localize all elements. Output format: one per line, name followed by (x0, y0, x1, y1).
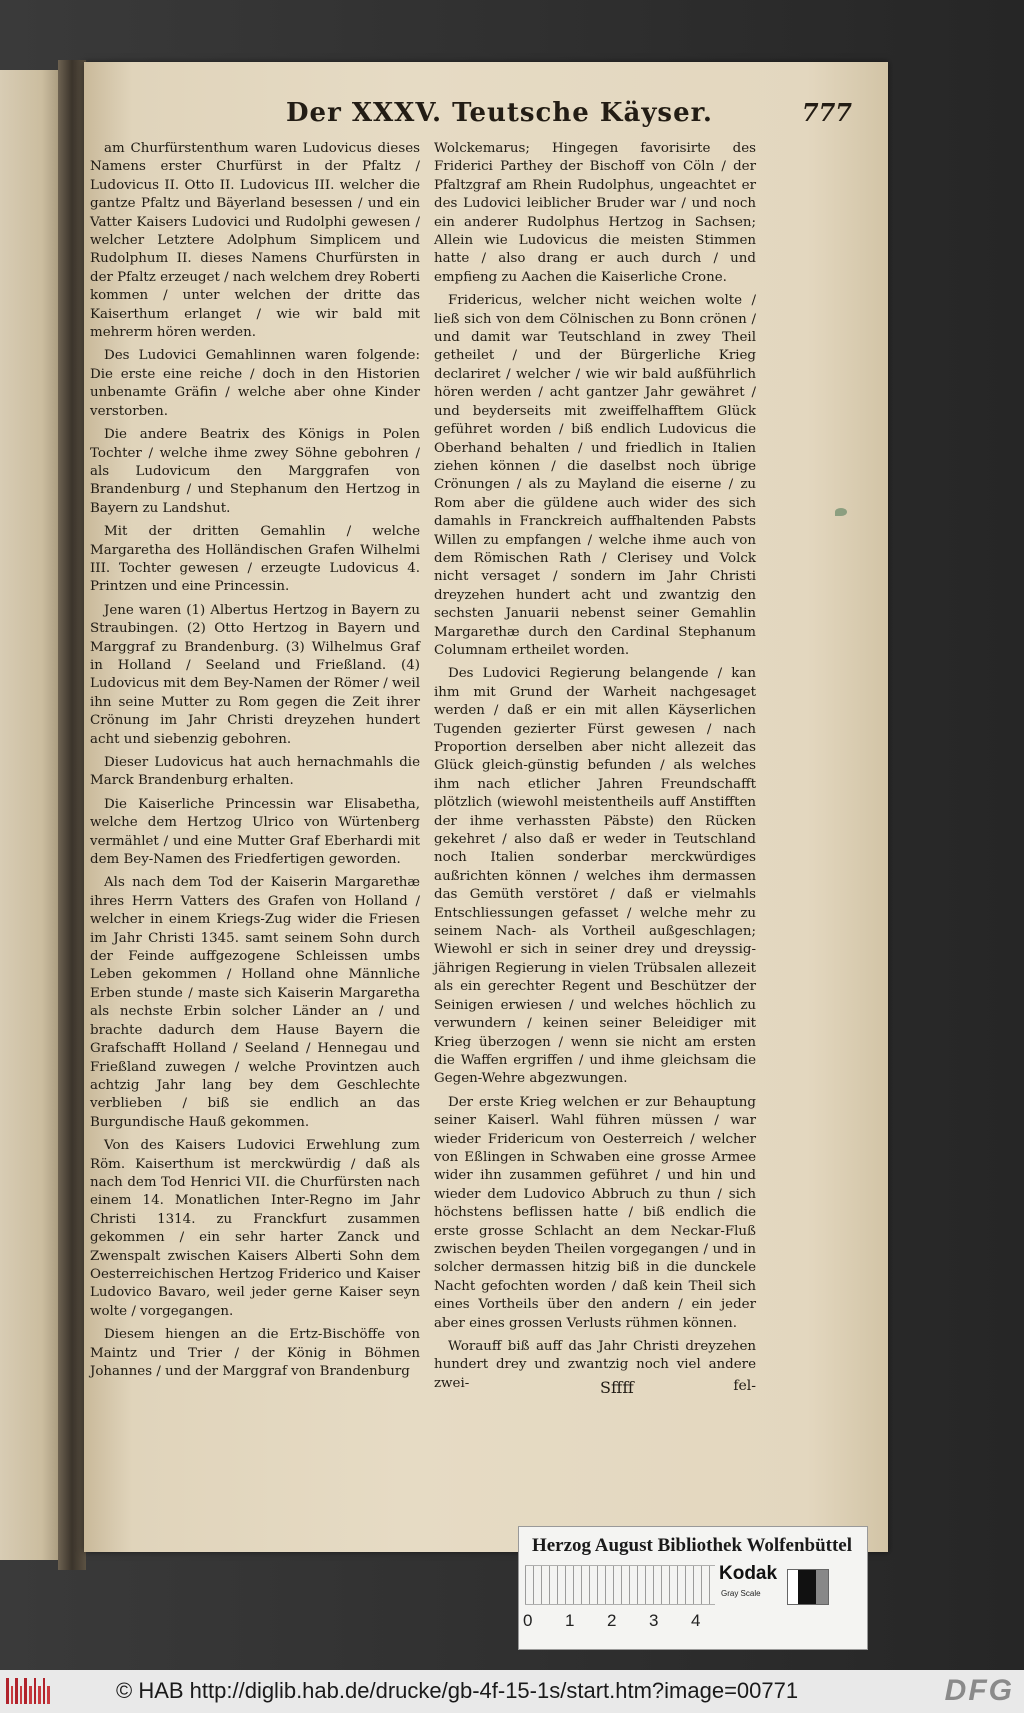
paragraph: Die Kaiserliche Princessin war Elisabetha, welche dem Hertzog Ulrico von Würtenberg vermählet / und eine Mutter Graf Eberhardi mit dem Bey-Namen des Friedfertigen geworden. (90, 796, 420, 868)
paragraph: Diesem hiengen an die Ertz-Bischöffe von Maintz und Trier / der König in Böhmen Johannes / und der Marggraf von Brandenburg (90, 1327, 420, 1379)
source-credit-link[interactable]: © HAB http://diglib.hab.de/drucke/gb-4f-15-1s/start.htm?image=00771 (116, 1678, 799, 1703)
paragraph: Der erste Krieg welchen er zur Behauptung seiner Kaiserl. Wahl führen müssen / war wieder Fridericum von Oesterreich / welcher von Eßlingen in Schwaben eine grosse Armee wider ihn zusammen geführet / und hin und wieder dem Ludovico Abbruch zu thun / sich höchstens beflissen hatte / biß endlich die erste grosse Schlacht an dem Neckar-Fluß zwischen beyden Theilen vorgegangen / und in solcher dermassen hitzig biß in die dunckele Nacht gefochten worden / daß kein Theil sich eines Vortheils über den andern / ein jeder aber eines grossen Verlusts rühmen können. (434, 1094, 756, 1331)
page-header (196, 98, 856, 134)
gray-scale-swatch (787, 1569, 829, 1605)
ruler-numbers (523, 1611, 723, 1635)
gray-scale-label: Gray Scale (721, 1589, 761, 1598)
facing-page-edge (0, 70, 60, 1560)
facing-page-text-fragments (4, 190, 44, 690)
hab-logo-icon (6, 1678, 50, 1704)
dfg-logo: DFG (944, 1674, 1014, 1707)
kodak-label (719, 1563, 777, 1609)
ruler-number: 0 (523, 1611, 533, 1630)
running-head: Der XXXV. Teutsche Käyser. (286, 98, 713, 128)
paragraph: am Churfürstenthum waren Ludovicus dieses Namens erster Churfürst in der Pfaltz / Ludovicus II. Otto II. Ludovicus III. welcher die gantze Pfaltz und Bäyerland besessen / und ein Vatter Kaisers Ludovici und Rudolphi gewesen / welcher Letztere Adolphum Simplicem und Rudolphum II. dieses Namens Churfürsten in der Pfaltz erzeuget / nach welchem drey Roberti kommen / unter welchen der dritte das Kaiserthum erlanget / wie wir bald mit mehrerm hören werden. (90, 141, 420, 341)
library-name: Herzog August Bibliothek Wolfenbüttel (531, 1535, 853, 1556)
catchword: fel- (733, 1378, 756, 1394)
page-number: 777 (801, 98, 852, 127)
right-text-column (434, 140, 756, 1398)
paragraph: Des Ludovici Gemahlinnen waren folgende: Die erste eine reiche / doch in den Historien unbenamte Gräfin / welche aber ohne Kinder verstorben. (90, 348, 420, 419)
viewer-footer (0, 1670, 1024, 1713)
signature-mark: Sffff (600, 1378, 634, 1397)
paragraph: Mit der dritten Gemahlin / welche Margaretha des Holländischen Grafen Wilhelmi III. Tochter gewesen / erzeugte Ludovicus 4. Printzen und eine Princessin. (90, 524, 420, 595)
paragraph: Die andere Beatrix des Königs in Polen Tochter / welche ihme zwey Söhne gebohren / als Ludovicum den Marggrafen von Brandenburg / und Stephanum den Hertzog in Bayern zu Landshut. (90, 427, 420, 516)
ruler-number: 2 (607, 1611, 617, 1630)
paragraph: Von des Kaisers Ludovici Erwehlung zum Röm. Kaiserthum ist merckwürdig / daß als nach dem Tod Henrici VII. die Churfürsten nach einem 14. Monatlichen Inter-Regno im Jahr Christi 1314. zu Franckfurt zusammen gekommen / ein sehr harter Zanck und Zwenspalt zwischen Kaisers Alberti Sohn dem Oesterreichischen Hertzog Friderico und Kaiser Ludovico Bavaro, weil jeder gerne Kaiser seyn wolte / vorgegangen. (90, 1138, 420, 1319)
paragraph: Des Ludovici Regierung belangende / kan ihm mit Grund der Warheit nachgesaget werden / daß er ein mit allen Käyserlichen Tugenden gezierter Fürst gewesen / nach Proportion derselben aber nicht allezeit das Glück gleich-günstig befunden / als welches ihm nach etlicher Jahren Freundschafft plötzlich (wiewohl meistentheils auff Anstifften der ihme verhassten Päbste) den Rücken gekehret / also daß er weder in Teutschland noch Italien sonderbar merckwürdiges außrichten können / welches ihm dermassen das Gemüth verstöret / daß er vielmahls Entschliessungen gefasset / welche mehr zu seinem Nach- als Vortheil außgeschlagen; Wiewohl er sich in seiner drey und dreyssig-jährigen Regierung in vielen Trübsalen allezeit als ein gerechter Regent und Beschützer der Seinigen erwiesen / und welches höchlich zu verwundern / keinen seiner Beleidiger mit Krieg überzogen / wenn sie nicht am ersten die Waffen ergriffen / und ihme gleichsam die Gegen-Wehre abgezwungen. (434, 666, 756, 1087)
ruler-number: 3 (649, 1611, 659, 1630)
book-gutter (58, 60, 86, 1570)
paragraph: Worauff biß auff das Jahr Christi dreyzehen hundert drey und zwantzig noch viel andere zwei- (434, 1339, 756, 1391)
kodak-brand: Kodak (719, 1563, 778, 1584)
paragraph: Dieser Ludovicus hat auch hernachmahls die Marck Brandenburg erhalten. (90, 755, 420, 789)
paragraph: Wolckemarus; Hingegen favorisirte des Friderici Parthey der Bischoff von Cöln / der Pfaltzgraf am Rhein Rudolphus, ungeachtet er des Ludovici leiblicher Bruder war / und noch ein anderer Rudolphus Hertzog in Sachsen; Allein wie Ludovicus die meisten Stimmen hatte / also drang er auch durch / und empfieng zu Aachen die Kaiserliche Crone. (434, 141, 756, 285)
paragraph: Fridericus, welcher nicht weichen wolte / ließ sich von dem Cölnischen zu Bonn crönen / und damit war Teutschland in zwey Theil getheilet / und der Bürgerliche Krieg declariret / welcher / wie wir bald außführlich hören werden / acht gantzer Jahr gewähret / und beyderseits mit zweiffelhafftem Glück geführet worden / biß endlich Ludovicus die Oberhand behalten / und friedlich in Italien ziehen können / die daselbst noch übrige Crönungen / als zu Mayland die eiserne / zu Rom aber die güldene auch wider des sich damahls in Franckreich auffhaltenden Pabsts Willen zu empfangen / welche ihme auch von dem Römischen Rath / Clerisey und Volck nicht versaget / sondern im Jahr Christi dreyzehen hundert acht und zwantzig den sechsten Januarii nebenst seiner Gemahlin Margarethæ durch den Cardinal Stephanum Columnam ertheilet worden. (434, 293, 756, 658)
ruler-number: 4 (691, 1611, 701, 1630)
color-calibration-card (518, 1526, 868, 1650)
measurement-ruler (525, 1565, 715, 1605)
page-footer-line (434, 1378, 756, 1400)
paragraph: Als nach dem Tod der Kaiserin Margarethæ ihres Herrn Vatters des Grafen von Holland / welcher in einem Kriegs-Zug wider die Friesen im Jahr Christi 1345. samt seinem Sohn durch der Feinde auffgezogene Schleissen umbs Leben gekommen / Holland ohne Männliche Erben stunde / maste sich Kaiserin Margaretha als nechste Erbin solcher Länder an / und brachte dadurch dem Hause Bayern die Grafschafft Holland / Seeland / Hennegau und Frießland zuwegen / welche Provintzen auch achtzig Jahr lang bey dem Geschlechte verblieben / biß sie endlich an das Burgundische Hauß gekommen. (90, 875, 420, 1130)
leaf-icon (835, 508, 847, 516)
left-text-column (90, 140, 420, 1386)
ruler-number: 1 (565, 1611, 575, 1630)
paragraph: Jene waren (1) Albertus Hertzog in Bayern zu Straubingen. (2) Otto Hertzog in Bayern und Marggraf zu Brandenburg. (3) Wilhelmus Graf in Holland / Seeland und Frießland. (4) Ludovicus mit dem Bey-Namen der Römer / weil ihn seine Mutter zu Rom gegen die Zeit ihrer Crönung im Jahr Christi dreyzehen hundert acht und siebenzig gebohren. (90, 602, 420, 747)
